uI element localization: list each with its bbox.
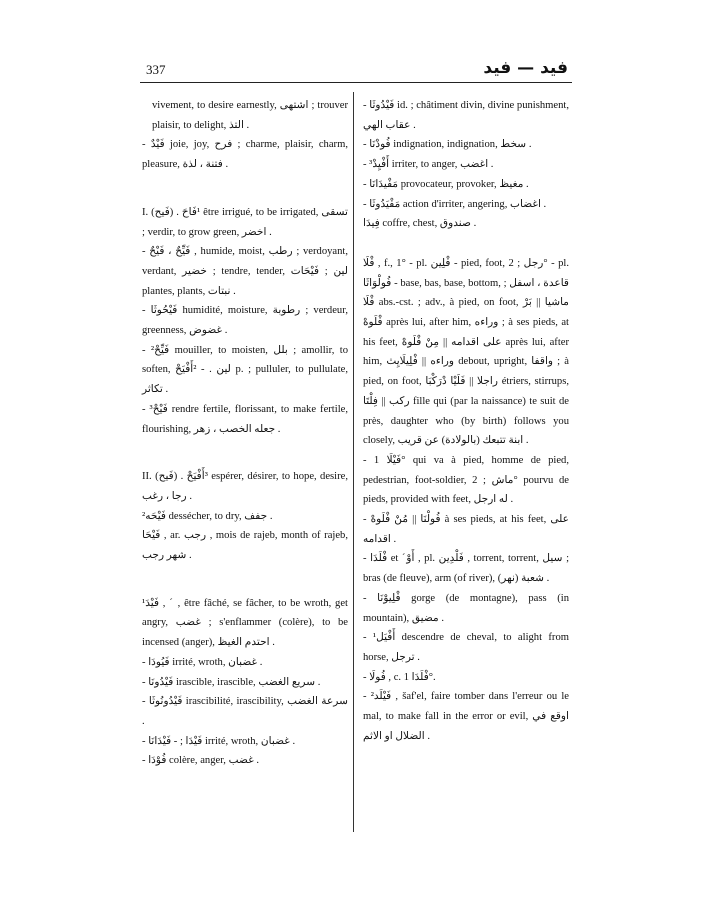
entry-spacer xyxy=(142,175,348,203)
dictionary-entry: - ¹أَفْيَل descendre de cheval, to alight from horse, ترجل . xyxy=(363,632,569,663)
running-head: فيد — فيد xyxy=(483,58,568,78)
dictionary-entry: - فَيُودَا irrité, wroth, غضبان . xyxy=(142,656,263,668)
header-rule xyxy=(140,82,572,83)
dictionary-entry: - فُودْنَا indignation, indignation, سخط . xyxy=(363,139,532,151)
dictionary-entry: - فَيْدٌ joie, joy, فرح ; charme, plaisir, charm, pleasure, فتنة ، لذة . xyxy=(142,139,348,171)
dictionary-entry: - فَيْحُوثَا humidité, moisture, رطوبة ; verdeur, greenness, غضوض . xyxy=(142,305,348,337)
dictionary-entry: - ³فَيْحْ rendre fertile, florissant, to make fertile, flourishing, جعله الخصب ، زهر . xyxy=(142,403,348,435)
dictionary-entry: - فَيْدُونُوثَا irascibilité, irascibility, سرعة الغضب . xyxy=(142,696,348,727)
dictionary-entry: II. (فَيح) . ³أَفْيَحْ espérer, désirer, to hope, desire, رجا ، رغب . xyxy=(142,471,348,502)
dictionary-entry: فَيْحَا , ar. رجب , mois de rajeb, month of rajeb, شهر رجب . xyxy=(142,530,348,562)
dictionary-entry: vivement, to desire earnestly, اشتهى ; trouver plaisir, to delight, التذ . xyxy=(152,100,348,131)
dictionary-entry: - مَفْيَدُوثَا action d'irriter, angering, اغضاب . xyxy=(363,198,547,210)
dictionary-entry: - فَيْدُونَا irascible, irascible, سريع الغضب . xyxy=(142,676,321,688)
dictionary-entry: - فَيْلَا 1° qui va à pied, homme de pied, pedestrian, foot-soldier, ماش ; 2° pourvu de pieds, provided with feet, له ارجل . xyxy=(363,454,569,506)
dictionary-entry: - فُولَا , c. فْلَدَا 1°. xyxy=(363,671,436,683)
dictionary-entry: ²فَيْحَه dessécher, to dry, جفف . xyxy=(142,510,273,522)
entry-spacer xyxy=(142,566,348,594)
dictionary-entry: - فُولْنَا || مُنْ فْلَوهْ à ses pieds, at his feet, على اقدامه . xyxy=(363,514,569,545)
entry-spacer xyxy=(142,439,348,467)
right-column xyxy=(363,96,569,747)
dictionary-entry: - مَفْيدَانَا provocateur, provoker, مغيظ . xyxy=(363,178,529,190)
dictionary-entry: ¹فَيْدَ , ˊ , être fâché, se fâcher, to be wroth, get angry, غضب ; s'enflammer (colère), to be incensed (anger), احتدم الغيظ . xyxy=(142,597,348,649)
left-column xyxy=(142,96,348,771)
dictionary-entry: - ²فَيِّحْ mouiller, to moisten, بلل ; amollir, to soften, لين . - ²أَفْيَحْ p. ; pulluler, to pullulate, تكاثر . xyxy=(142,344,349,396)
dictionary-entry: فِيدَا coffre, chest, صندوق . xyxy=(363,218,477,230)
dictionary-entry: I. (فَيح) . ¹فَاحَ être irrigué, to be irrigated, تسقى ; verdir, to grow green, اخضر . xyxy=(142,206,348,238)
column-divider xyxy=(353,92,354,832)
dictionary-entry: - فْلَدَا et ˊأَوْ , pl. فَلْدِين , torrent, torrent, سيل ; bras (de fleuve), arm (of river), شعبة (نهر) . xyxy=(363,553,570,585)
dictionary-entry: - فَيْدَا ; - فَيْدَانَا irrité, wroth, غضبان . xyxy=(142,735,296,747)
dictionary-entry: فْلَا , f., 1° - pl. فْلِين - pied, foot, رجل ; 2° - pl. فُولْوَاثَا - base, bas, base, bottom, قاعدة ، اسفل ; فْلَا abs.-cst. ; adv., à pied, on foot, ماشيا || بَرْ فْلَوهْ après lui, after him, وراءه ; à ses pieds, at his feet, على اقدامه || مِنْ فْلَوهْ après lui, after him, وراءه || فْلِيلَايِث debout, upright, واقفا ; à pied, on foot, راجلا || فَلَيْا دْرَكْبَا étriers, stirrups, ركب || فِلْتَا fille qui (par la naissance) te suit de près, daughter who (by birth) follows you closely, ابنة تتبعك (بالولادة) عن قريب . xyxy=(363,257,570,447)
dictionary-entry: - فْلِيوْنَا gorge (de montagne), pass (in mountain), مضيق . xyxy=(363,592,569,624)
entry-spacer xyxy=(363,234,569,254)
dictionary-entry: - فُوْدَا colère, anger, غضب . xyxy=(142,755,260,767)
dictionary-entry: - ³أَفْيِدْ irriter, to anger, اغضب . xyxy=(363,159,494,171)
dictionary-entry: - فَيِّحٌ ، فَيْحٌ , humide, moist, رطب ; verdoyant, verdant, خضير ; tendre, tender, لين ; فَيْحَات plantes, plants, نبتات . xyxy=(142,246,349,297)
dictionary-entry: - فَيْدُوثَا id. ; châtiment divin, divine punishment, عقاب الهي . xyxy=(363,100,569,131)
page-number: 337 xyxy=(146,62,166,77)
dictionary-entry: - ²فَيْلَد , šaf'el, faire tomber dans l'erreur ou le mal, to make fall in the error or evil, اوقع في الضلال او الاثم . xyxy=(363,691,569,742)
